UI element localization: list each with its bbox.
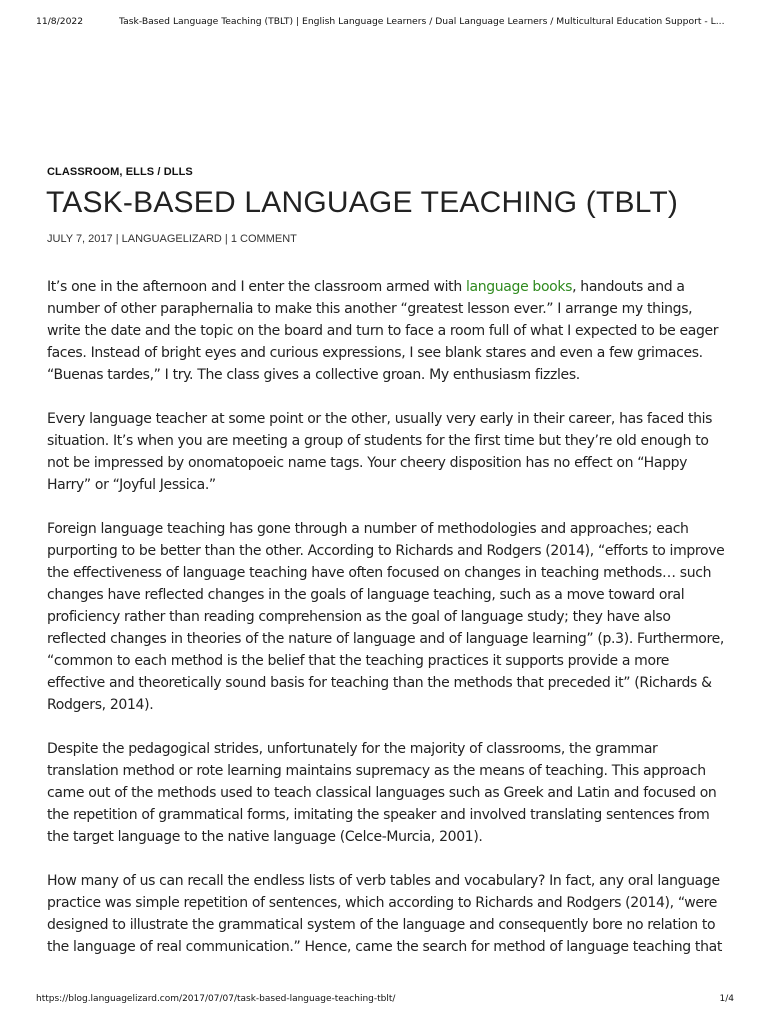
print-date: 11/8/2022 bbox=[36, 16, 84, 27]
paragraph-3: Foreign language teaching has gone through a number of methodologies and approaches; each purporting to be better than the other. According to Richards and Rodgers (2014), “efforts to improve the effectiveness of language teaching have often focused on changes in teaching methods… such changes have reflected changes in the goals of language teaching, such as a move toward oral proficiency rather than reading comprehension as the goal of language study; they have also reflected changes in theories of the nature of language and of language learning” (p.3). Furthermore, “common to each method is the belief that the teaching practices it supports provide a more effective and theoretically sound basis for teaching than the methods that preceded it” (Richards & Rodgers, 2014). bbox=[47, 521, 725, 713]
paragraph-2: Every language teacher at some point or the other, usually very early in their career, has faced this situation. It’s when you are meeting a group of students for the first time but they’re old enough to not be impressed by onomatopoeic name tags. Your cheery disposition has no effect on “Happy Harry” or “Joyful Jessica.” bbox=[47, 411, 713, 493]
print-footer bbox=[36, 994, 734, 1008]
paragraph-1-text-before: It’s one in the afternoon and I enter the classroom armed with bbox=[47, 279, 466, 295]
print-url: https://blog.languagelizard.com/2017/07/07/task-based-language-teaching-tblt/ bbox=[36, 994, 396, 1004]
post-date-link[interactable]: JULY 7, 2017 bbox=[47, 233, 113, 245]
paragraph-1-text-after: , handouts and a number of other paraphernalia to make this another “greatest lesson ever.” I arrange my things, write the date and the topic on the board and turn to face a room full of what I expected to be eager faces. Instead of bright eyes and curious expressions, I see blank stares and even a few grimaces. “Buenas tardes,” I try. The class gives a collective groan. My enthusiasm fizzles. bbox=[47, 279, 719, 383]
post-title: TASK-BASED LANGUAGE TEACHING (TBLT) bbox=[46, 186, 679, 219]
category-link-ells-dlls[interactable]: ELLS / DLLS bbox=[125, 166, 193, 178]
language-books-link[interactable]: language books bbox=[465, 279, 573, 295]
meta-separator: | bbox=[112, 233, 122, 245]
paragraph-4: Despite the pedagogical strides, unfortunately for the majority of classrooms, the grammar translation method or rote learning maintains supremacy as the means of teaching. This approach came out of the methods used to teach classical languages such as Greek and Latin and focused on the repetition of grammatical forms, imitating the speaker and involved translating sentences from the target language to the native language (Celce-Murcia, 2001). bbox=[47, 741, 717, 845]
meta-separator: | bbox=[221, 233, 231, 245]
print-page-number: 1/4 bbox=[719, 994, 734, 1004]
post-author-link[interactable]: LANGUAGELIZARD bbox=[121, 233, 222, 245]
print-page-title: Task-Based Language Teaching (TBLT) | English Language Learners / Dual Language Learners / Multicultural Education Support - L... bbox=[119, 16, 725, 27]
category-link-classroom[interactable]: CLASSROOM bbox=[47, 166, 120, 178]
category-separator: , bbox=[119, 166, 126, 178]
paragraph-5: How many of us can recall the endless lists of verb tables and vocabulary? In fact, any oral language practice was simple repetition of sentences, which according to Richards and Rodgers (2014), “were designed to illustrate the grammatical system of the language and consequently bore no relation to the language of real communication.” Hence, came the search for method of language teaching that bbox=[47, 873, 722, 955]
paragraph-1 bbox=[47, 276, 727, 386]
post-meta bbox=[47, 233, 297, 245]
post-categories bbox=[47, 166, 193, 178]
post-comments-link[interactable]: 1 COMMENT bbox=[230, 233, 297, 245]
print-header bbox=[36, 16, 734, 30]
post-content bbox=[47, 276, 727, 980]
